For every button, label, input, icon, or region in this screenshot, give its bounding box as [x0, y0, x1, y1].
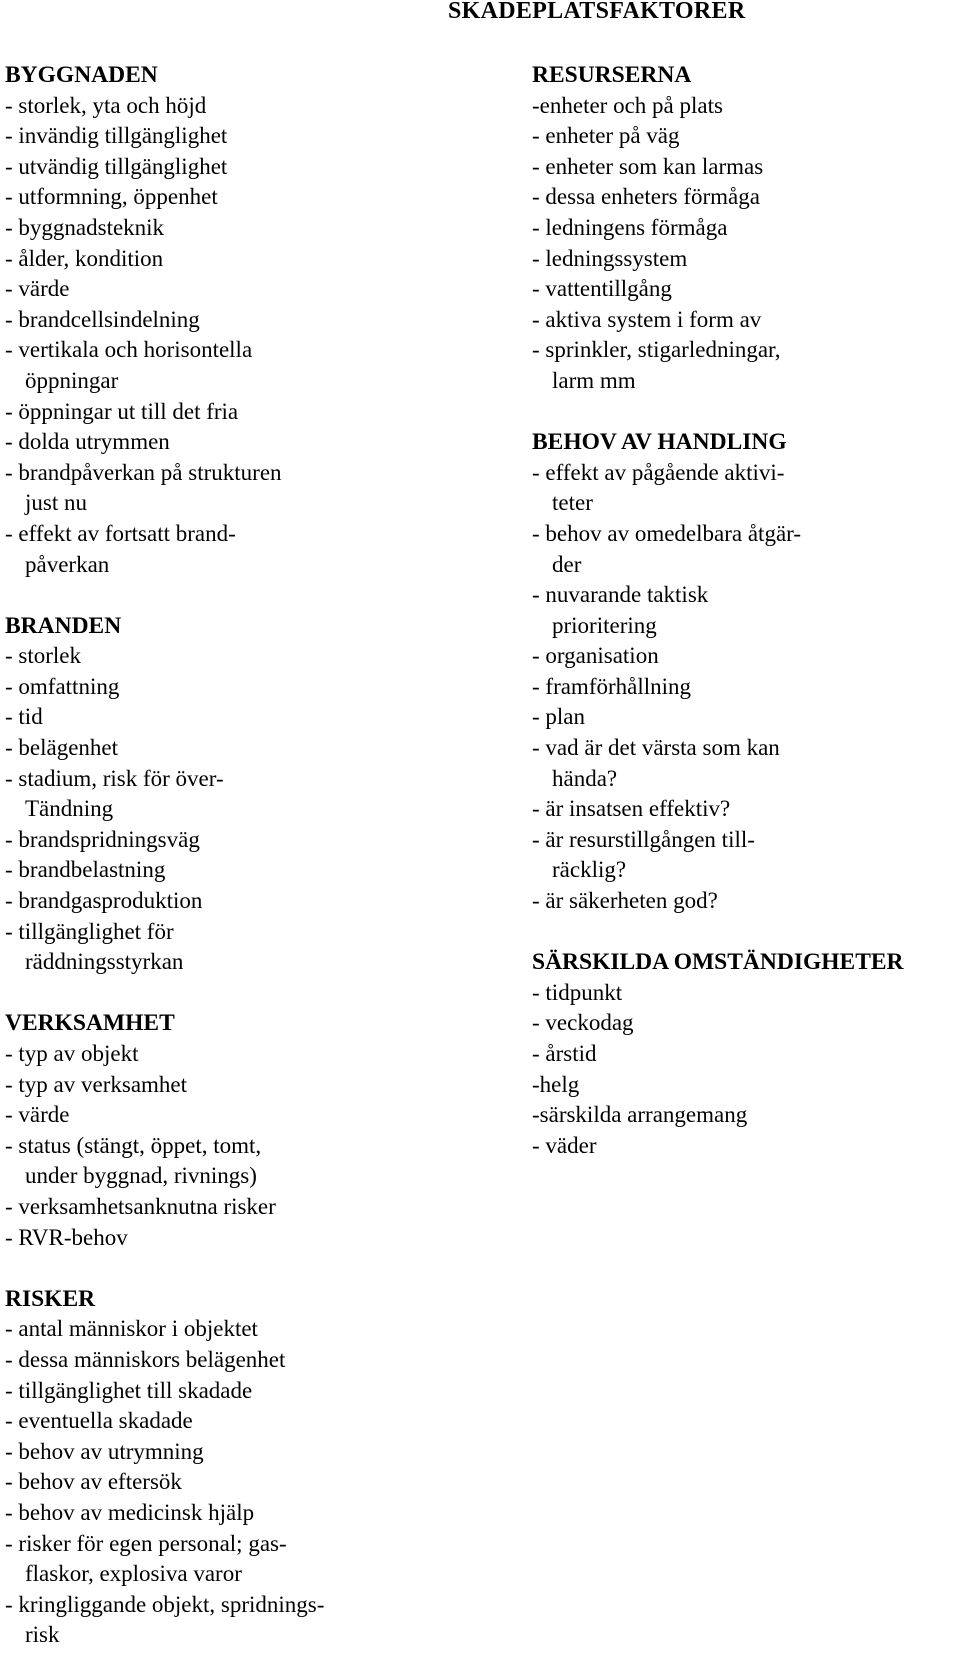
list-item-text: - öppningar ut till det fria: [5, 398, 239, 424]
list-item-text: - framförhållning: [532, 673, 692, 699]
list-item-text: - tillgänglighet för: [5, 918, 174, 944]
list-item-text: - vattentillgång: [532, 276, 672, 302]
list-item-continuation: der: [552, 551, 582, 577]
list-item: [5, 121, 475, 152]
list-item: [532, 152, 960, 183]
section-byggnaden: [5, 60, 475, 580]
section-heading: SÄRSKILDA OMSTÄNDIGHETER: [532, 949, 904, 976]
list-item-text: - ledningens förmåga: [532, 214, 728, 240]
list-item-text: -särskilda arrangemang: [532, 1102, 748, 1128]
list-item-text: - vertikala och horisontella: [5, 337, 253, 363]
list-item-text: - storlek, yta och höjd: [5, 92, 207, 118]
list-item: [532, 641, 960, 672]
list-item: [5, 1406, 475, 1437]
list-item-text: - stadium, risk för över-: [5, 765, 224, 791]
list-item: [532, 978, 960, 1009]
list-item-text: - värde: [5, 1102, 70, 1128]
list-item: [5, 152, 475, 183]
list-item: [532, 182, 960, 213]
section-resurserna: [532, 60, 960, 397]
list-item-text: - tillgänglighet till skadade: [5, 1377, 253, 1403]
list-item-text: - ledningssystem: [532, 245, 688, 271]
list-item-text: - invändig tillgänglighet: [5, 123, 228, 149]
list-item-text: - verksamhetsanknutna risker: [5, 1193, 276, 1219]
list-item-continuation: räcklig?: [552, 857, 627, 883]
list-item-text: - behov av eftersök: [5, 1469, 182, 1495]
list-item: [532, 733, 960, 794]
section-heading: BYGGNADEN: [5, 62, 158, 88]
list-item-text: - dolda utrymmen: [5, 429, 170, 455]
list-item: [5, 886, 475, 917]
list-item-text: - belägenhet: [5, 735, 119, 761]
list-item-text: - brandpåverkan på strukturen: [5, 459, 282, 485]
list-item: [532, 794, 960, 825]
list-item-text: - är resurstillgången till-: [532, 826, 755, 852]
list-item-continuation: teter: [552, 490, 593, 516]
list-item-text: - byggnadsteknik: [5, 214, 165, 240]
list-item-text: - storlek: [5, 643, 82, 669]
list-item-text: - ålder, kondition: [5, 245, 164, 271]
list-item-continuation: just nu: [25, 490, 87, 516]
list-item-text: - plan: [532, 704, 586, 730]
list-item: [5, 427, 475, 458]
list-item: [5, 1070, 475, 1101]
list-item-text: - effekt av pågående aktivi-: [532, 459, 785, 485]
list-item: [532, 458, 960, 519]
list-item: [5, 825, 475, 856]
list-item-text: - nuvarande taktisk: [532, 582, 709, 608]
list-item: [532, 702, 960, 733]
list-item: [532, 1070, 960, 1101]
list-item-continuation: öppningar: [25, 367, 119, 393]
list-item: [5, 1223, 475, 1254]
list-item: [5, 274, 475, 305]
list-item: [5, 1100, 475, 1131]
list-item-text: - antal människor i objektet: [5, 1316, 258, 1342]
list-item: [5, 519, 475, 580]
list-item: [5, 1192, 475, 1223]
list-item-text: - brandspridningsväg: [5, 826, 200, 852]
list-item-text: - eventuella skadade: [5, 1408, 193, 1434]
section-verksamhet: [5, 1008, 475, 1253]
list-item: [5, 672, 475, 703]
list-item: [5, 917, 475, 978]
list-item-text: - veckodag: [532, 1010, 634, 1036]
list-item-text: - dessa människors belägenhet: [5, 1346, 286, 1372]
section-behov-av-handling: [532, 427, 960, 917]
section-heading: RISKER: [5, 1285, 96, 1312]
list-item-text: - årstid: [532, 1041, 597, 1066]
section-risker: [5, 1284, 475, 1651]
list-item-continuation: räddningsstyrkan: [25, 949, 184, 975]
section-heading: BEHOV AV HANDLING: [532, 429, 787, 456]
list-item: [5, 244, 475, 275]
list-item: [532, 121, 960, 152]
list-item: [532, 519, 960, 580]
list-item: [5, 1467, 475, 1498]
list-item-text: - värde: [5, 276, 70, 302]
list-item: [5, 764, 475, 825]
list-item: [5, 702, 475, 733]
list-item-text: - typ av verksamhet: [5, 1071, 188, 1097]
list-item-text: - typ av objekt: [5, 1041, 139, 1066]
list-item: [532, 1131, 960, 1162]
list-item: [5, 1529, 475, 1590]
list-item-continuation: flaskor, explosiva varor: [25, 1561, 242, 1587]
list-item-text: - väder: [532, 1132, 597, 1158]
list-item: [532, 244, 960, 275]
list-item-text: - brandbelastning: [5, 857, 166, 883]
list-item-continuation: Tändning: [25, 796, 114, 822]
list-item-continuation: prioritering: [552, 612, 657, 638]
list-item: [5, 335, 475, 396]
list-item-continuation: under byggnad, rivnings): [25, 1163, 257, 1189]
list-item: [5, 1590, 475, 1651]
list-item-text: - enheter på väg: [532, 123, 680, 149]
list-item: [532, 213, 960, 244]
list-item: [5, 1131, 475, 1192]
list-item: [532, 335, 960, 396]
list-item: [5, 397, 475, 428]
list-item: [532, 274, 960, 305]
list-item: [532, 305, 960, 336]
list-item: [532, 825, 960, 886]
list-item-text: - brandgasproduktion: [5, 888, 203, 914]
list-item: [532, 1100, 960, 1131]
list-item: [532, 886, 960, 917]
list-item-text: - aktiva system i form av: [532, 306, 762, 332]
list-item: [5, 641, 475, 672]
section-särskilda-omständigheter: [532, 947, 960, 1161]
list-item-text: - status (stängt, öppet, tomt,: [5, 1132, 262, 1158]
list-item: [5, 1498, 475, 1529]
list-item-text: - sprinkler, stigarledningar,: [532, 337, 781, 363]
list-item-text: - tid: [5, 704, 43, 730]
right-column: [532, 60, 960, 1161]
list-item-text: - effekt av fortsatt brand-: [5, 520, 236, 546]
list-item: [5, 1437, 475, 1468]
list-item: [5, 1314, 475, 1345]
list-item-text: - är insatsen effektiv?: [532, 796, 731, 822]
list-item: [532, 672, 960, 703]
list-item: [532, 1039, 960, 1070]
list-item-text: - utvändig tillgänglighet: [5, 153, 228, 179]
list-item-text: - är säkerheten god?: [532, 888, 718, 914]
list-item-text: - organisation: [532, 643, 659, 669]
list-item: [5, 1345, 475, 1376]
list-item-text: - brandcellsindelning: [5, 306, 200, 332]
list-item: [5, 91, 475, 122]
list-item: [5, 1376, 475, 1407]
list-item-text: - behov av omedelbara åtgär-: [532, 520, 802, 546]
list-item-text: - risker för egen personal; gas-: [5, 1530, 287, 1556]
list-item-text: -helg: [532, 1071, 580, 1097]
list-item: [532, 1008, 960, 1039]
list-item-text: - tidpunkt: [532, 979, 623, 1005]
list-item-continuation: risk: [25, 1622, 60, 1648]
section-heading: VERKSAMHET: [5, 1010, 175, 1037]
list-item-continuation: hända?: [552, 765, 618, 791]
list-item-text: - utformning, öppenhet: [5, 184, 218, 210]
list-item-text: - enheter som kan larmas: [532, 153, 764, 179]
list-item: [5, 182, 475, 213]
list-item-text: - RVR-behov: [5, 1224, 128, 1250]
section-heading: RESURSERNA: [532, 62, 692, 88]
list-item-text: - dessa enheters förmåga: [532, 184, 760, 210]
list-item: [5, 1039, 475, 1070]
list-item-continuation: larm mm: [552, 367, 636, 393]
list-item: [5, 855, 475, 886]
list-item-text: - omfattning: [5, 673, 120, 699]
section-branden: [5, 611, 475, 978]
list-item: [532, 91, 960, 122]
list-item-text: - vad är det värsta som kan: [532, 735, 780, 761]
page-title: SKADEPLATSFAKTORER: [448, 0, 746, 24]
section-heading: BRANDEN: [5, 612, 122, 639]
list-item: [532, 580, 960, 641]
left-column: [5, 60, 475, 1651]
list-item-text: - behov av utrymning: [5, 1438, 204, 1464]
list-item-text: -enheter och på plats: [532, 92, 723, 118]
list-item-text: - kringliggande objekt, spridnings-: [5, 1591, 325, 1617]
list-item: [5, 458, 475, 519]
list-item: [5, 733, 475, 764]
list-item-text: - behov av medicinsk hjälp: [5, 1499, 255, 1525]
list-item: [5, 305, 475, 336]
list-item-continuation: påverkan: [25, 551, 110, 577]
list-item: [5, 213, 475, 244]
